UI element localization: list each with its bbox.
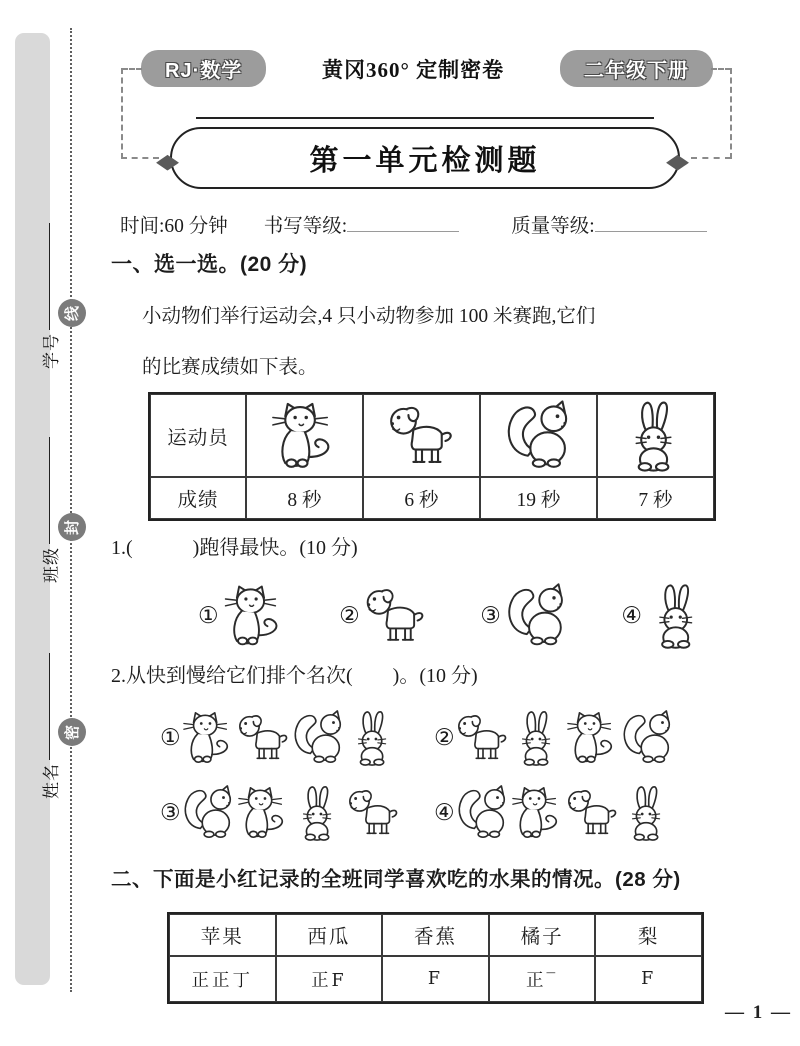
- q1-option: [480, 582, 571, 650]
- rabbit-image: [619, 399, 693, 473]
- squirrel-image: [290, 707, 348, 769]
- series-title: 黄冈360° 定制密卷: [322, 57, 505, 82]
- fruit-header-cell: 香蕉: [382, 914, 489, 956]
- squirrel-image: [502, 399, 576, 473]
- question2-text: 2.从快到慢给它们排个名次( )。(10 分): [111, 665, 478, 687]
- seal-char-line: 线: [58, 299, 86, 327]
- option-number: ③: [160, 799, 181, 825]
- sidebar-field-name: [38, 653, 60, 799]
- q1-option: [339, 582, 430, 650]
- cat-image: [509, 782, 567, 844]
- section2-heading: 二、下面是小红记录的全班同学喜欢吃的水果的情况。(28 分): [111, 868, 681, 891]
- dog-image: [235, 707, 293, 769]
- dog-image: [564, 782, 622, 844]
- quality-grade-label: 质量等级:: [511, 216, 595, 237]
- dashed-connector: [691, 157, 731, 159]
- intro-line-1: 小动物们举行运动会,4 只小动物参加 100 米赛跑,它们: [142, 306, 596, 327]
- rabbit-image: [290, 782, 348, 844]
- score-cell: 8 秒: [246, 477, 363, 519]
- q2-option: [434, 700, 716, 775]
- fruit-header-cell: 橘子: [489, 914, 596, 956]
- option-number: ②: [339, 603, 360, 628]
- tally-cell: 正F: [276, 956, 383, 1002]
- q1-option: [621, 582, 712, 650]
- writing-grade-label: 书写等级:: [263, 216, 348, 237]
- squirrel-image: [619, 707, 677, 769]
- athlete-cell: [246, 394, 363, 477]
- option-number: ④: [434, 799, 455, 825]
- tally-cell: 正正丁: [169, 956, 276, 1002]
- score-cell: 19 秒: [480, 477, 597, 519]
- seal-dotted-line: [70, 28, 72, 992]
- dashed-connector: [711, 68, 731, 70]
- q2-option: [160, 700, 434, 775]
- class-blank-line: [49, 437, 50, 544]
- dashed-connector: [121, 157, 159, 159]
- dog-image: [385, 399, 459, 473]
- student-id-blank-line: [49, 223, 50, 330]
- seal-char-feng: 封: [58, 513, 86, 541]
- tally-cell: 正‾: [489, 956, 596, 1002]
- fruit-tally-table: [167, 912, 704, 1004]
- option-number: ①: [160, 724, 181, 750]
- question1-options: [198, 568, 712, 650]
- race-results-table: [148, 392, 716, 521]
- diamond-icon: ◆: [156, 150, 180, 173]
- grade-badge: 二年级下册: [560, 50, 713, 87]
- athlete-cell: [597, 394, 714, 477]
- q2-option: [160, 775, 434, 850]
- tally-cell: F: [382, 956, 489, 1002]
- class-label: 班级: [41, 547, 61, 583]
- subject-badge: RJ·数学: [141, 50, 266, 87]
- cat-image: [180, 707, 238, 769]
- athlete-cell: [480, 394, 597, 477]
- page-number: — 1 —: [725, 1002, 792, 1023]
- q2-option: [434, 775, 716, 850]
- page-title: 第一单元检测题: [309, 144, 541, 177]
- section1-heading: 一、选一选。(20 分): [111, 253, 308, 276]
- meta-row: [120, 210, 760, 238]
- score-cell: 6 秒: [363, 477, 480, 519]
- quality-grade-blank: [595, 217, 707, 232]
- dashed-connector: [122, 68, 142, 70]
- squirrel-image: [180, 782, 238, 844]
- intro-line-2: 的比赛成绩如下表。: [142, 357, 318, 378]
- rabbit-image: [345, 707, 403, 769]
- option-number: ④: [621, 603, 642, 628]
- athlete-row-label: 运动员: [150, 394, 246, 477]
- header: [141, 50, 713, 87]
- diamond-icon: ◆: [666, 150, 690, 173]
- cat-image: [268, 399, 342, 473]
- dog-image: [362, 582, 430, 650]
- rabbit-image: [619, 782, 677, 844]
- dog-image: [454, 707, 512, 769]
- dashed-connector: [121, 68, 123, 159]
- fruit-header-cell: 西瓜: [276, 914, 383, 956]
- question2-options: [160, 700, 716, 850]
- fruit-header-cell: 梨: [595, 914, 702, 956]
- athlete-cell: [363, 394, 480, 477]
- score-row-label: 成绩: [150, 477, 246, 519]
- dog-image: [345, 782, 403, 844]
- squirrel-image: [454, 782, 512, 844]
- binding-sidebar-bar: [15, 33, 61, 985]
- section1-intro: [142, 291, 727, 393]
- sidebar-field-student-id: [38, 223, 60, 369]
- score-cell: 7 秒: [597, 477, 714, 519]
- fruit-header-cell: 苹果: [169, 914, 276, 956]
- cat-image: [564, 707, 622, 769]
- squirrel-image: [503, 582, 571, 650]
- writing-grade-blank: [347, 217, 459, 232]
- option-number: ①: [198, 603, 219, 628]
- sidebar-field-class: [38, 437, 60, 583]
- title-box: [170, 127, 680, 189]
- name-blank-line: [49, 653, 50, 760]
- dashed-connector: [730, 68, 732, 159]
- time-text: 时间:60 分钟: [120, 216, 228, 237]
- rabbit-image: [644, 582, 712, 650]
- seal-char-mi: 密: [58, 718, 86, 746]
- rabbit-image: [509, 707, 567, 769]
- question1-text: 1.( )跑得最快。(10 分): [111, 537, 358, 559]
- q1-option: [198, 582, 289, 650]
- title-decorative-line: [196, 117, 654, 119]
- cat-image: [235, 782, 293, 844]
- name-label: 姓名: [41, 763, 61, 799]
- option-number: ②: [434, 724, 455, 750]
- cat-image: [221, 582, 289, 650]
- student-id-label: 学号: [41, 333, 61, 369]
- tally-cell: F: [595, 956, 702, 1002]
- option-number: ③: [480, 603, 501, 628]
